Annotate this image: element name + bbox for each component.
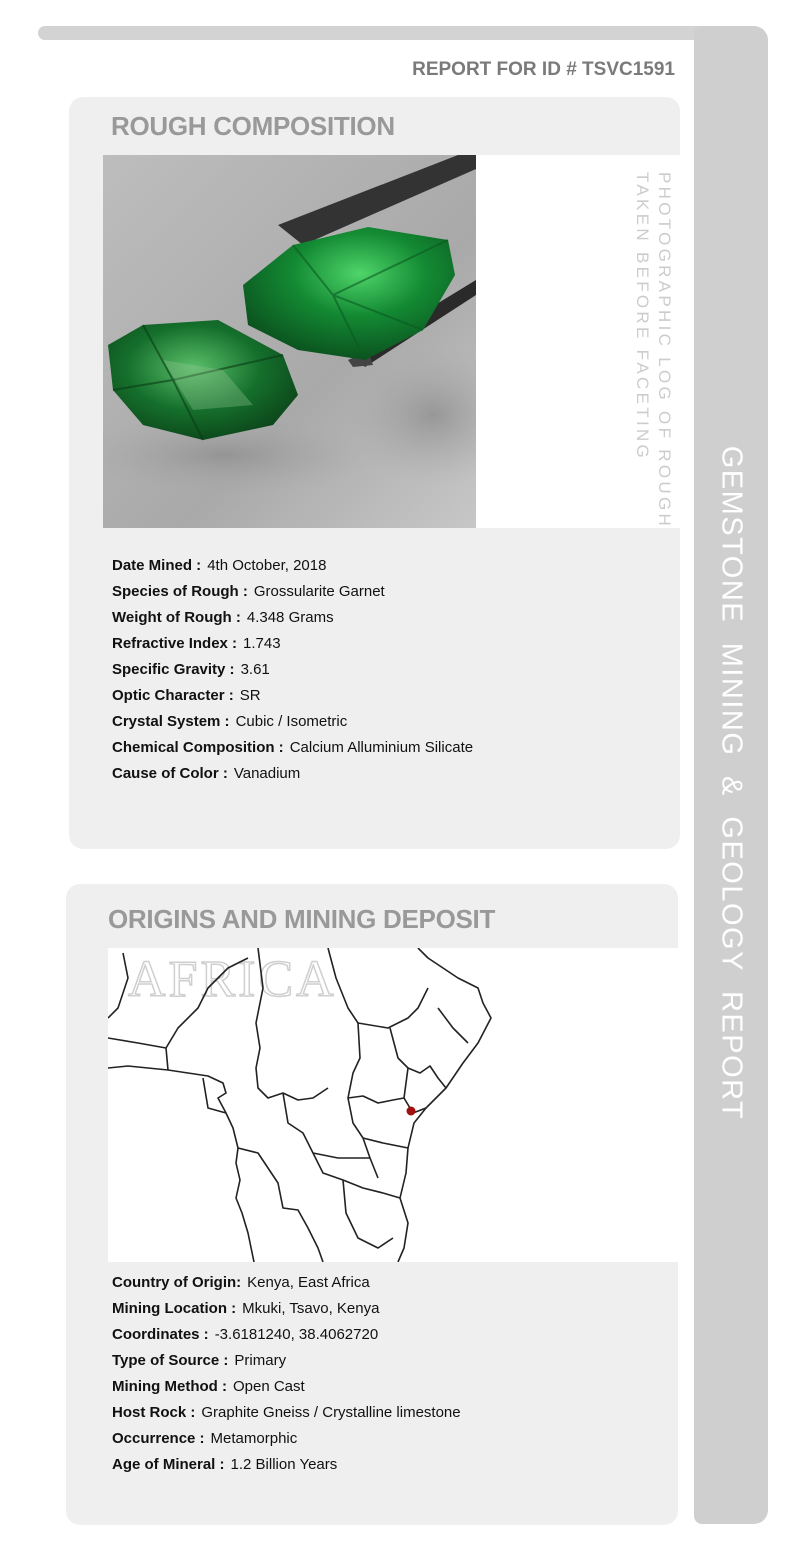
detail-row — [112, 1322, 461, 1348]
map-label: AFRICA — [128, 951, 337, 1008]
detail-value: 4th October, 2018 — [207, 557, 327, 574]
detail-row — [112, 553, 473, 579]
mine-location-marker — [407, 1107, 416, 1116]
detail-row — [112, 605, 473, 631]
detail-value: Calcium Alluminium Silicate — [289, 739, 474, 756]
detail-label: Refractive Index : — [112, 635, 238, 652]
detail-value: Open Cast — [232, 1378, 305, 1395]
detail-row — [112, 1348, 461, 1374]
photo-caption-line-1: PHOTOGRAPHIC LOG OF ROUGH — [655, 172, 674, 530]
origin-details-list — [112, 1270, 461, 1478]
detail-row — [112, 1270, 461, 1296]
detail-value: 3.61 — [240, 661, 270, 678]
detail-row — [112, 579, 473, 605]
detail-row — [112, 1400, 461, 1426]
map-graphic — [108, 948, 678, 1262]
detail-label: Weight of Rough : — [112, 609, 241, 626]
detail-value: Graphite Gneiss / Crystalline limestone — [201, 1404, 461, 1421]
detail-value: 1.743 — [243, 635, 281, 652]
detail-value: 1.2 Billion Years — [230, 1456, 338, 1473]
side-title-container — [694, 26, 768, 1524]
detail-label: Coordinates : — [112, 1326, 209, 1343]
detail-label: Mining Location : — [112, 1300, 237, 1317]
detail-value: Kenya, East Africa — [247, 1274, 370, 1291]
detail-value: SR — [239, 687, 261, 704]
detail-value: 4.348 Grams — [246, 609, 334, 626]
detail-value: Grossularite Garnet — [253, 583, 385, 600]
detail-row — [112, 1374, 461, 1400]
detail-value: Metamorphic — [210, 1430, 298, 1447]
detail-label: Country of Origin: — [112, 1274, 242, 1291]
side-title: GEMSTONE MINING & GEOLOGY REPORT — [715, 445, 748, 1121]
detail-value: Mkuki, Tsavo, Kenya — [242, 1300, 380, 1317]
detail-row — [112, 1296, 461, 1322]
detail-label: Cause of Color : — [112, 765, 228, 782]
photo-caption-line-2: TAKEN BEFORE FACETING — [633, 172, 652, 462]
africa-map — [108, 948, 678, 1262]
detail-value: Vanadium — [233, 765, 301, 782]
report-id: REPORT FOR ID # TSVC1591 — [412, 59, 675, 80]
origins-title: ORIGINS AND MINING DEPOSIT — [108, 904, 496, 934]
detail-row — [112, 631, 473, 657]
top-decorative-bar — [38, 26, 738, 40]
detail-row — [112, 761, 473, 787]
detail-value: -3.6181240, 38.4062720 — [214, 1326, 379, 1343]
detail-label: Chemical Composition : — [112, 739, 284, 756]
detail-label: Host Rock : — [112, 1404, 196, 1421]
detail-label: Species of Rough : — [112, 583, 248, 600]
detail-label: Date Mined : — [112, 557, 202, 574]
detail-row — [112, 657, 473, 683]
detail-label: Optic Character : — [112, 687, 234, 704]
detail-label: Occurrence : — [112, 1430, 205, 1447]
detail-value: Cubic / Isometric — [235, 713, 348, 730]
detail-value: Primary — [234, 1352, 287, 1369]
detail-row — [112, 1452, 461, 1478]
gemstone-photo — [103, 155, 476, 528]
photo-caption — [630, 172, 678, 530]
rough-composition-title: ROUGH COMPOSITION — [111, 111, 395, 141]
detail-label: Crystal System : — [112, 713, 230, 730]
detail-label: Mining Method : — [112, 1378, 227, 1395]
detail-row — [112, 709, 473, 735]
detail-row — [112, 1426, 461, 1452]
detail-label: Type of Source : — [112, 1352, 229, 1369]
rough-details-list — [112, 553, 473, 787]
detail-label: Age of Mineral : — [112, 1456, 225, 1473]
rough-photo-area — [103, 155, 680, 528]
detail-row — [112, 735, 473, 761]
detail-row — [112, 683, 473, 709]
detail-label: Specific Gravity : — [112, 661, 235, 678]
